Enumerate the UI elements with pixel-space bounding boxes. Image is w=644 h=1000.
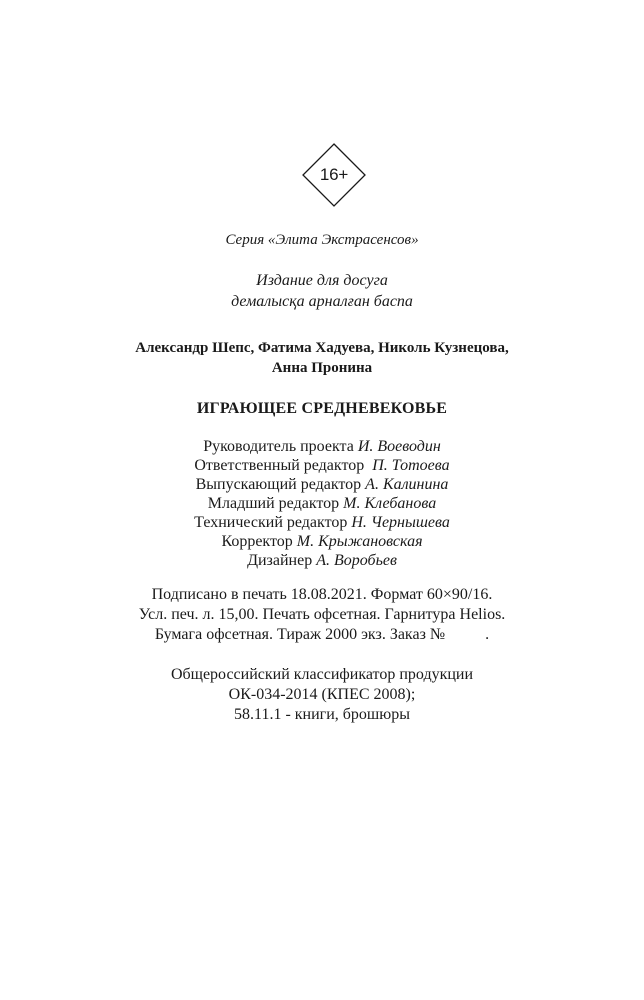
print-info-line-3: Бумага офсетная. Тираж 2000 экз. Заказ № . [154, 626, 490, 643]
credit-name: И. Воеводин [357, 438, 441, 455]
age-rating-text: 16+ [319, 165, 349, 184]
credit-line [0, 532, 644, 552]
credit-role: Руководитель проекта [203, 438, 354, 455]
classifier-line-2: ОК-034-2014 (КПЕС 2008); [228, 686, 416, 703]
print-info-line-2: Усл. печ. л. 15,00. Печать офсетная. Гарнитура Helios. [138, 606, 506, 623]
credit-role: Дизайнер [247, 552, 313, 569]
credit-role: Технический редактор [194, 514, 348, 531]
credit-role: Ответственный редактор [194, 457, 365, 474]
credit-role: Младший редактор [207, 495, 340, 512]
credit-role: Корректор [221, 533, 293, 550]
edition-line-ru: Издание для досуга [256, 272, 388, 289]
credit-name: Н. Чернышева [351, 514, 450, 531]
credit-line [0, 494, 644, 514]
classifier-line-1: Общероссийский классификатор продукции [170, 666, 474, 683]
credit-line [0, 551, 644, 571]
series-line: Серия «Элита Экстрасенсов» [225, 232, 419, 248]
book-title: ИГРАЮЩЕЕ СРЕДНЕВЕКОВЬЕ [196, 400, 448, 417]
print-info-line-1: Подписано в печать 18.08.2021. Формат 60×90/16. [151, 586, 493, 603]
credit-role: Выпускающий редактор [195, 476, 362, 493]
credit-line [0, 475, 644, 495]
credit-line [0, 437, 644, 457]
credit-name: А. Воробьев [316, 552, 397, 569]
credit-name: А. Калинина [365, 476, 449, 493]
classifier-line-3: 58.11.1 - книги, брошюры [234, 706, 410, 723]
authors-line-2: Анна Пронина [271, 360, 373, 376]
credit-name: П. Тотоева [372, 457, 450, 474]
age-rating-badge [302, 143, 366, 207]
credit-line [0, 513, 644, 533]
authors-line-1: Александр Шепс, Фатима Хадуева, Николь Кузнецова, [135, 340, 509, 356]
credit-line [0, 456, 644, 476]
credit-name: М. Крыжановская [296, 533, 423, 550]
credit-name: М. Клебанова [343, 495, 437, 512]
edition-line-kz: демалысқа арналған баспа [231, 293, 413, 310]
